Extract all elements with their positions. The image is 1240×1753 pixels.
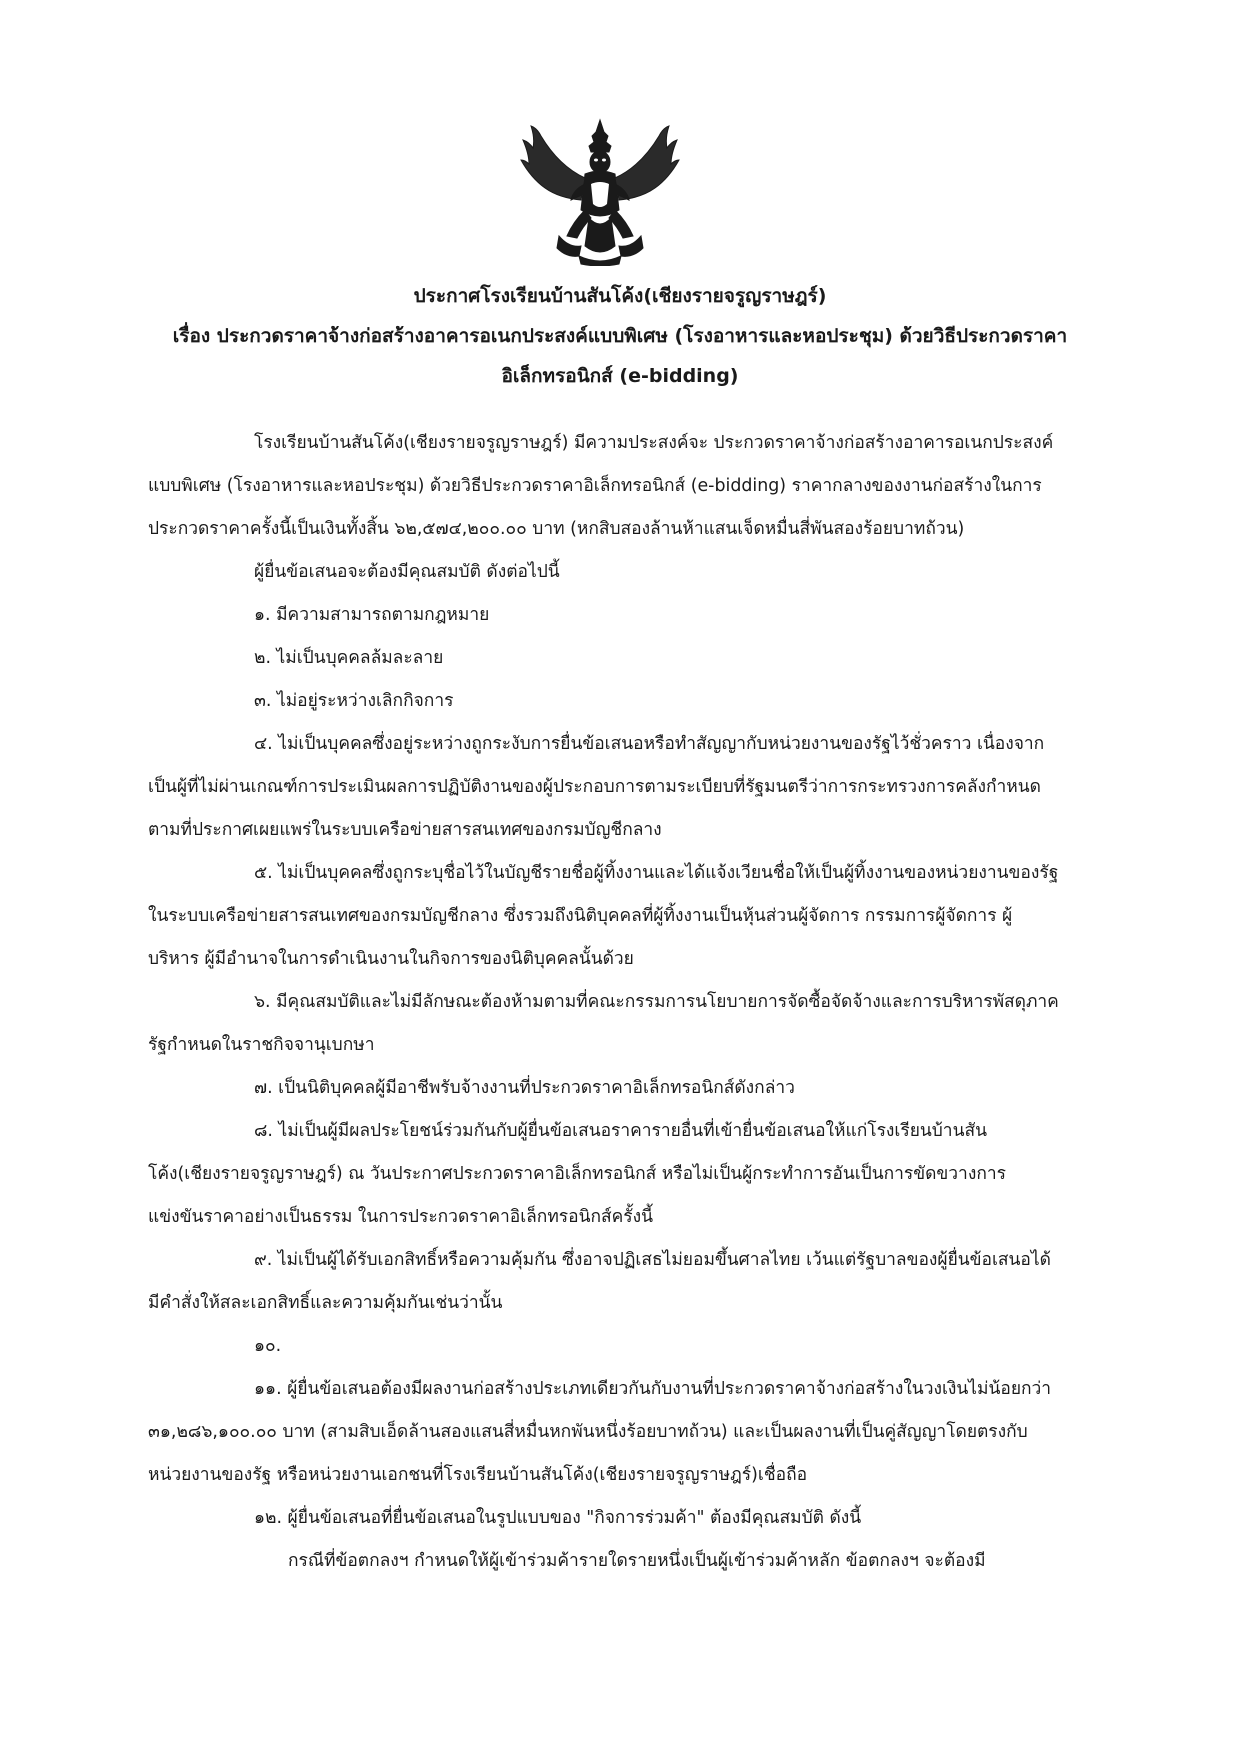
qualification-item: ๘. ไม่เป็นผู้มีผลประโยชน์ร่วมกันกับผู้ยื่นข้อเสนอราคารายอื่นที่เข้ายื่นข้อเสนอให้แก่โรงเรียนบ้านสันโค้ง(เชียงรายจรูญราษฎร์) ณ วันประกาศประกวดราคาอิเล็กทรอนิกส์ หรือไม่เป็นผู้กระทำการอันเป็นการขัดขวางการแข่งขันราคาอย่างเป็นธรรม ในการประกวดราคาอิเล็กทรอนิกส์ครั้งนี้	[148, 1121, 1006, 1227]
qualification-item: ๑. มีความสามารถตามกฎหมาย	[254, 605, 490, 625]
announcement-body	[148, 422, 1060, 1583]
qualifications-heading: ผู้ยื่นข้อเสนอจะต้องมีคุณสมบัติ ดังต่อไปนี้	[254, 562, 560, 582]
document-title: ประกาศโรงเรียนบ้านสันโค้ง(เชียงรายจรูญราษฎร์)	[413, 285, 827, 307]
garuda-emblem-icon	[519, 118, 681, 266]
qualification-item: ๕. ไม่เป็นบุคคลซึ่งถูกระบุชื่อไว้ในบัญชีรายชื่อผู้ทิ้งงานและได้แจ้งเวียนชื่อให้เป็นผู้ทิ้งงานของหน่วยงานของรัฐในระบบเครือข่ายสารสนเทศของกรมบัญชีกลาง ซึ่งรวมถึงนิติบุคคลที่ผู้ทิ้งงานเป็นหุ้นส่วนผู้จัดการ กรรมการผู้จัดการ ผู้บริหาร ผู้มีอำนาจในการดำเนินงานในกิจการของนิติบุคคลนั้นด้วย	[148, 863, 1059, 969]
qualification-item: ๖. มีคุณสมบัติและไม่มีลักษณะต้องห้ามตามที่คณะกรรมการนโยบายการจัดซื้อจัดจ้างและการบริหารพัสดุภาครัฐกำหนดในราชกิจจานุเบกษา	[148, 992, 1059, 1055]
qualification-item: ๒. ไม่เป็นบุคคลล้มละลาย	[254, 648, 444, 668]
qualification-item: ๑๐.	[254, 1336, 282, 1356]
qualification-item: ๗. เป็นนิติบุคคลผู้มีอาชีพรับจ้างงานที่ประกวดราคาอิเล็กทรอนิกส์ดังกล่าว	[254, 1078, 795, 1098]
qualification-item: ๑๑. ผู้ยื่นข้อเสนอต้องมีผลงานก่อสร้างประเภทเดียวกันกับงานที่ประกวดราคาจ้างก่อสร้างในวงเงินไม่น้อยกว่า ๓๑,๒๘๖,๑๐๐.๐๐ บาท (สามสิบเอ็ดล้านสองแสนสี่หมื่นหกพันหนึ่งร้อยบาทถ้วน) และเป็นผลงานที่เป็นคู่สัญญาโดยตรงกับหน่วยงานของรัฐ หรือหน่วยงานเอกชนที่โรงเรียนบ้านสันโค้ง(เชียงรายจรูญราษฎร์)เชื่อถือ	[148, 1379, 1052, 1485]
qualification-item: ๙. ไม่เป็นผู้ได้รับเอกสิทธิ์หรือความคุ้มกัน ซึ่งอาจปฏิเสธไม่ยอมขึ้นศาลไทย เว้นแต่รัฐบาลของผู้ยื่นข้อเสนอได้มีคำสั่งให้สละเอกสิทธิ์และความคุ้มกันเช่นว่านั้น	[148, 1250, 1051, 1313]
intro-paragraph: โรงเรียนบ้านสันโค้ง(เชียงรายจรูญราษฎร์) มีความประสงค์จะ ประกวดราคาจ้างก่อสร้างอาคารอเนกประสงค์แบบพิเศษ (โรงอาหารและหอประชุม) ด้วยวิธีประกวดราคาอิเล็กทรอนิกส์ (e-bidding) ราคากลางของงานก่อสร้างในการประกวดราคาครั้งนี้เป็นเงินทั้งสิ้น ๖๒,๕๗๔,๒๐๐.๐๐ บาท (หกสิบสองล้านห้าแสนเจ็ดหมื่นสี่พันสองร้อยบาทถ้วน)	[148, 433, 1054, 539]
joint-venture-paragraph: กรณีที่ข้อตกลงฯ กำหนดให้ผู้เข้าร่วมค้ารายใดรายหนึ่งเป็นผู้เข้าร่วมค้าหลัก ข้อตกลงฯ จะต้องมี	[288, 1551, 986, 1571]
qualification-item: ๔. ไม่เป็นบุคคลซึ่งอยู่ระหว่างถูกระงับการยื่นข้อเสนอหรือทำสัญญากับหน่วยงานของรัฐไว้ชั่วคราว เนื่องจากเป็นผู้ที่ไม่ผ่านเกณฑ์การประเมินผลการปฏิบัติงานของผู้ประกอบการตามระเบียบที่รัฐมนตรีว่าการกระทรวงการคลังกำหนดตามที่ประกาศเผยแพร่ในระบบเครือข่ายสารสนเทศของกรมบัญชีกลาง	[148, 734, 1045, 840]
subject-line: เรื่อง ประกวดราคาจ้างก่อสร้างอาคารอเนกประสงค์แบบพิเศษ (โรงอาหารและหอประชุม) ด้วยวิธีประกวดราคา	[172, 325, 1068, 347]
qualification-item: ๑๒. ผู้ยื่นข้อเสนอที่ยื่นข้อเสนอในรูปแบบของ "กิจการร่วมค้า" ต้องมีคุณสมบัติ ดังนี้	[254, 1508, 862, 1528]
subject-line-continued: อิเล็กทรอนิกส์ (e-bidding)	[501, 365, 739, 387]
qualification-item: ๓. ไม่อยู่ระหว่างเลิกกิจการ	[254, 691, 454, 711]
